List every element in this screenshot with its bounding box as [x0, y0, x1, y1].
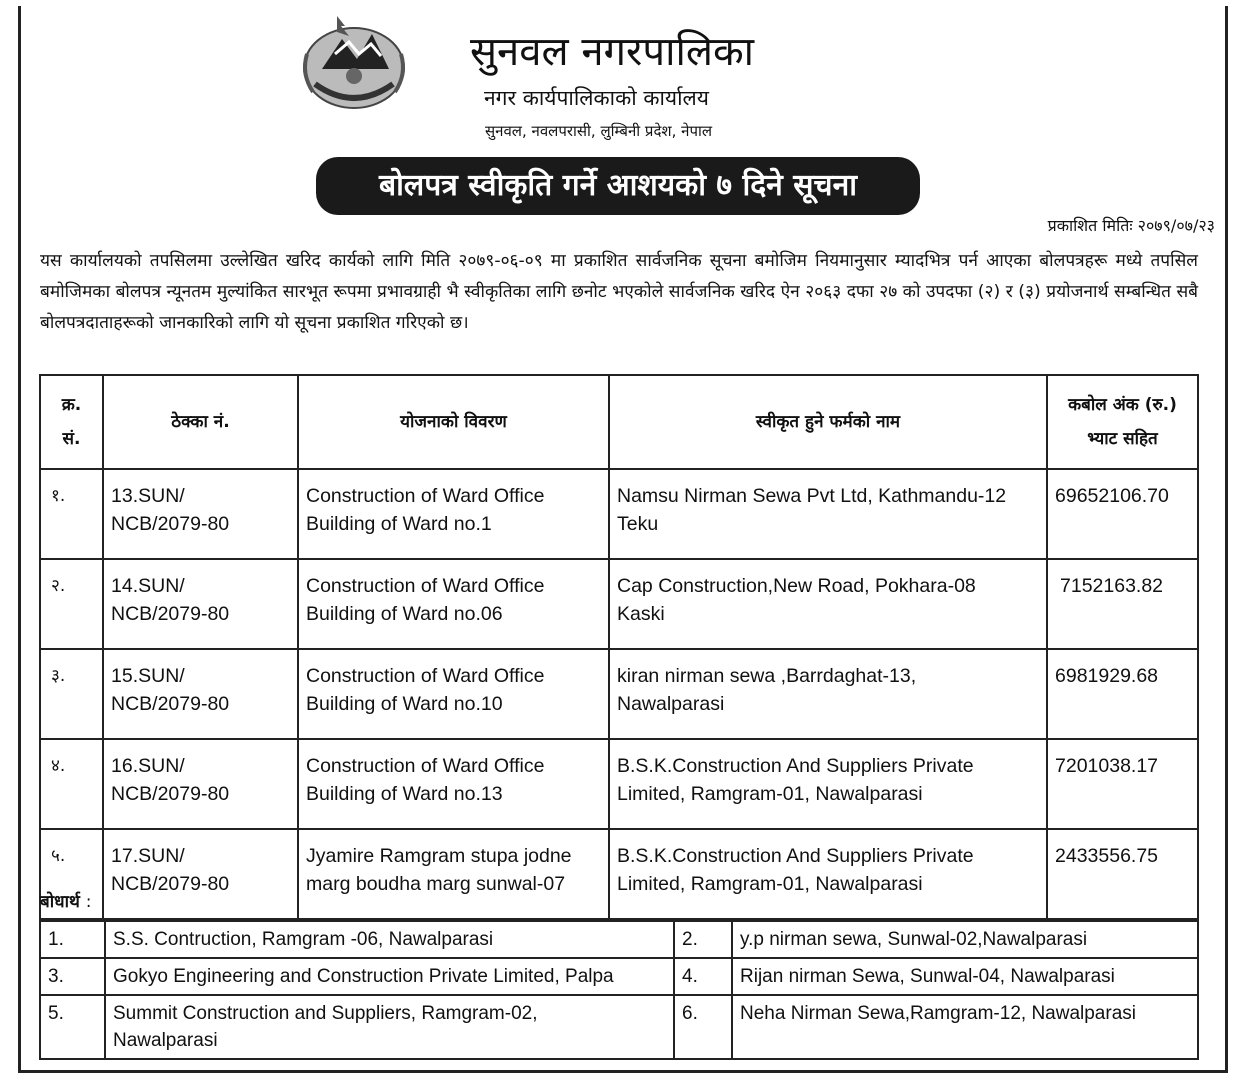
row-project: Construction of Ward Office Building of Ward no.10 [298, 649, 609, 739]
cc-entry: S.S. Contruction, Ramgram -06, Nawalparasi [105, 921, 674, 958]
row-sn: २. [40, 559, 103, 649]
table-row [40, 829, 1198, 919]
row-firm: Cap Construction,New Road, Pokhara-08 Kaski [609, 559, 1047, 649]
cc-table [39, 920, 1199, 1060]
row-contract-no: 16.SUN/ NCB/2079-80 [103, 739, 298, 829]
table-row [40, 649, 1198, 739]
row-project: Construction of Ward Office Building of Ward no.1 [298, 469, 609, 559]
row-sn: ४. [40, 739, 103, 829]
cc-entry: Summit Construction and Suppliers, Ramgram-02, Nawalparasi [105, 995, 674, 1059]
table-row [40, 739, 1198, 829]
intro-paragraph: यस कार्यालयको तपसिलमा उल्लेखित खरिद कार्यको लागि मिति २०७९-०६-०९ मा प्रकाशित सार्वजनिक सूचना बमोजिम नियमानुसार म्यादभित्र पर्न आएका बोलपत्रहरू मध्ये तपसिल बमोजिमका बोलपत्र न्यूनतम मुल्यांकित सारभूत रूपमा प्रभावग्राही भै स्वीकृतिका लागि छनोट भएकोले सार्वजनिक खरिद ऐन २०६३ दफा २७ को उपदफा (२) र (३) प्रयोजनार्थ सम्बन्धित सबै बोलपत्रदाताहरूको जानकारिको लागि यो सूचना प्रकाशित गरिएको छ। [40, 251, 1198, 333]
row-project: Construction of Ward Office Building of Ward no.06 [298, 559, 609, 649]
office-address: सुनवल, नवलपरासी, लुम्बिनी प्रदेश, नेपाल [485, 122, 713, 140]
cc-entry: Neha Nirman Sewa,Ramgram-12, Nawalparasi [732, 995, 1198, 1059]
cc-label: बोधार्थ : [40, 892, 92, 912]
row-contract-no: 14.SUN/ NCB/2079-80 [103, 559, 298, 649]
row-contract-no: 13.SUN/ NCB/2079-80 [103, 469, 298, 559]
header-firm: स्वीकृत हुने फर्मको नाम [609, 375, 1047, 469]
cc-num: 6. [674, 995, 732, 1059]
row-firm: B.S.K.Construction And Suppliers Private Limited, Ramgram-01, Nawalparasi [609, 829, 1047, 919]
cc-num: 1. [40, 921, 105, 958]
header-contract-no: ठेक्का नं. [103, 375, 298, 469]
cc-num: 5. [40, 995, 105, 1059]
cc-entry: y.p nirman sewa, Sunwal-02,Nawalparasi [732, 921, 1198, 958]
row-amount: 2433556.75 [1047, 829, 1198, 919]
cc-row [40, 958, 1198, 995]
row-amount: 6981929.68 [1047, 649, 1198, 739]
row-contract-no: 17.SUN/ NCB/2079-80 [103, 829, 298, 919]
cc-num: 4. [674, 958, 732, 995]
cc-entry: Gokyo Engineering and Construction Private Limited, Palpa [105, 958, 674, 995]
row-amount: 7201038.17 [1047, 739, 1198, 829]
published-date: प्रकाशित मितिः २०७९/०७/२३ [1047, 216, 1215, 235]
row-firm: Namsu Nirman Sewa Pvt Ltd, Kathmandu-12 Teku [609, 469, 1047, 559]
row-amount: 69652106.70 [1047, 469, 1198, 559]
row-firm: B.S.K.Construction And Suppliers Private Limited, Ramgram-01, Nawalparasi [609, 739, 1047, 829]
row-project: Jyamire Ramgram stupa jodne marg boudha marg sunwal-07 [298, 829, 609, 919]
row-contract-no: 15.SUN/ NCB/2079-80 [103, 649, 298, 739]
row-sn: १. [40, 469, 103, 559]
org-name: सुनवल नगरपालिका [470, 29, 755, 75]
table-row [40, 559, 1198, 649]
header-amount: कबोल अंक (रु.) भ्याट सहित [1047, 375, 1198, 469]
table-header-row [40, 375, 1198, 469]
header-sn: क्र. सं. [40, 375, 103, 469]
row-amount: 7152163.82 [1047, 559, 1198, 649]
table-row [40, 469, 1198, 559]
row-sn: ३. [40, 649, 103, 739]
notice-title: बोलपत्र स्वीकृति गर्ने आशयको ७ दिने सूचना [316, 157, 920, 215]
cc-num: 3. [40, 958, 105, 995]
office-name: नगर कार्यपालिकाको कार्यालय [484, 86, 709, 110]
nepal-government-emblem-icon [297, 14, 411, 114]
cc-row [40, 995, 1198, 1059]
header-project: योजनाको विवरण [298, 375, 609, 469]
row-project: Construction of Ward Office Building of Ward no.13 [298, 739, 609, 829]
cc-entry: Rijan nirman Sewa, Sunwal-04, Nawalparasi [732, 958, 1198, 995]
awarded-bids-table [39, 374, 1199, 920]
cc-row [40, 921, 1198, 958]
cc-num: 2. [674, 921, 732, 958]
row-firm: kiran nirman sewa ,Barrdaghat-13, Nawalparasi [609, 649, 1047, 739]
row-sn: ५. [40, 829, 103, 919]
